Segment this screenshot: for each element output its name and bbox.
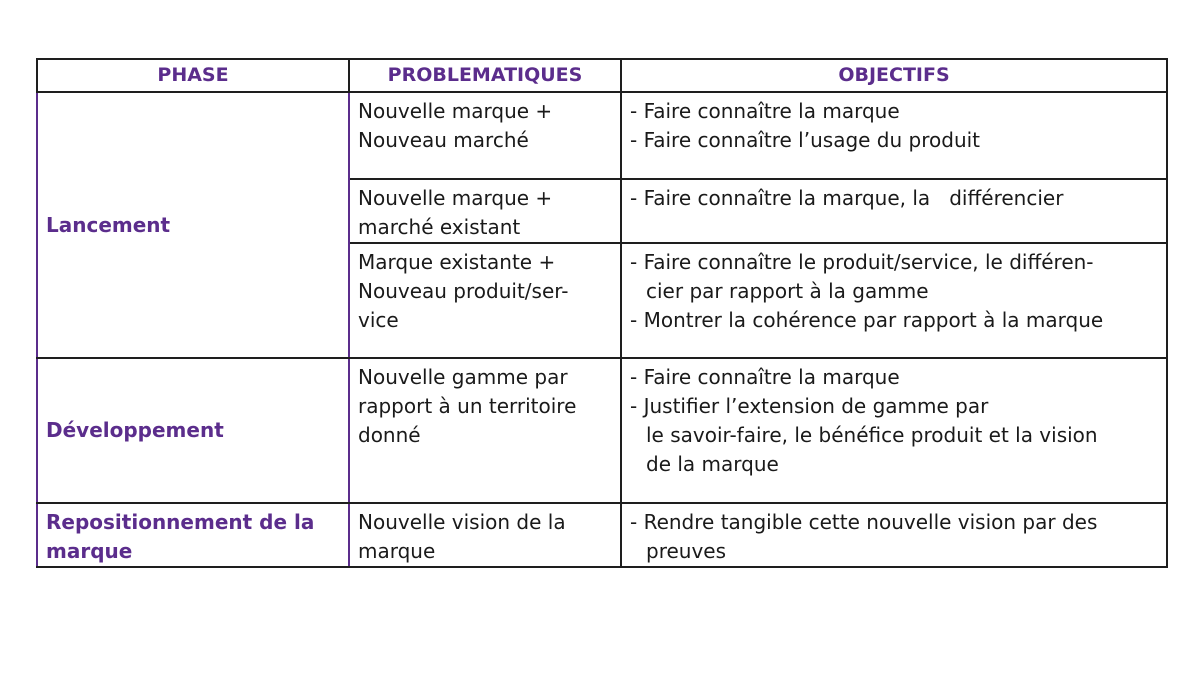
problematique-cell — [349, 503, 621, 567]
problematique-line: marque — [358, 539, 436, 563]
phase-label: marque — [46, 539, 133, 563]
problematique-line: marché existant — [358, 215, 521, 239]
objectif-line: le savoir-faire, le bénéfice produit et la vision — [646, 423, 1098, 447]
table-row — [37, 92, 1167, 179]
objectif-line: - Faire connaître la marque — [630, 365, 900, 389]
objectif-line: - Faire connaître la marque, la différencier — [630, 186, 1064, 210]
problematique-cell — [349, 358, 621, 503]
phase-label: Lancement — [46, 212, 171, 237]
phase-table — [36, 58, 1168, 568]
objectifs-cell — [621, 358, 1167, 503]
problematique-line: donné — [358, 423, 421, 447]
phase-cell-lancement — [37, 92, 349, 358]
problematique-line: rapport à un territoire — [358, 394, 577, 418]
objectif-line: - Faire connaître l’usage du produit — [630, 128, 981, 152]
objectifs-cell — [621, 92, 1167, 179]
objectif-line: - Justifier l’extension de gamme par — [630, 394, 989, 418]
table-row — [37, 358, 1167, 503]
objectif-line: cier par rapport à la gamme — [646, 279, 929, 303]
problematique-line: Nouvelle vision de la — [358, 510, 566, 534]
problematique-cell — [349, 179, 621, 243]
problematique-line: Nouveau produit/ser- — [358, 279, 569, 303]
phase-label: Développement — [46, 418, 224, 442]
objectif-line: preuves — [646, 539, 727, 563]
phase-cell-repositionnement — [37, 503, 349, 567]
header-objectifs: OBJECTIFS — [621, 59, 1167, 92]
problematique-line: Marque existante + — [358, 250, 556, 274]
problematique-line: Nouvelle marque + — [358, 186, 553, 210]
objectif-line: - Faire connaître le produit/service, le différen- — [630, 250, 1094, 274]
header-row — [37, 59, 1167, 92]
objectifs-cell — [621, 179, 1167, 243]
phase-label: Repositionnement de la — [46, 510, 315, 534]
header-phase: PHASE — [37, 59, 349, 92]
objectif-line: - Montrer la cohérence par rapport à la marque — [630, 308, 1104, 332]
objectif-line: - Rendre tangible cette nouvelle vision par des — [630, 510, 1098, 534]
header-problematiques: PROBLEMATIQUES — [349, 59, 621, 92]
problematique-line: Nouvelle marque + — [358, 99, 553, 123]
problematique-line: Nouvelle gamme par — [358, 365, 568, 389]
objectif-line: de la marque — [646, 452, 779, 476]
table-row — [37, 503, 1167, 567]
objectifs-cell — [621, 503, 1167, 567]
objectifs-cell — [621, 243, 1167, 358]
problematique-cell — [349, 243, 621, 358]
problematique-line: vice — [358, 308, 399, 332]
problematique-line: Nouveau marché — [358, 128, 529, 152]
phase-cell-developpement — [37, 358, 349, 503]
objectif-line: - Faire connaître la marque — [630, 99, 900, 123]
problematique-cell — [349, 92, 621, 179]
